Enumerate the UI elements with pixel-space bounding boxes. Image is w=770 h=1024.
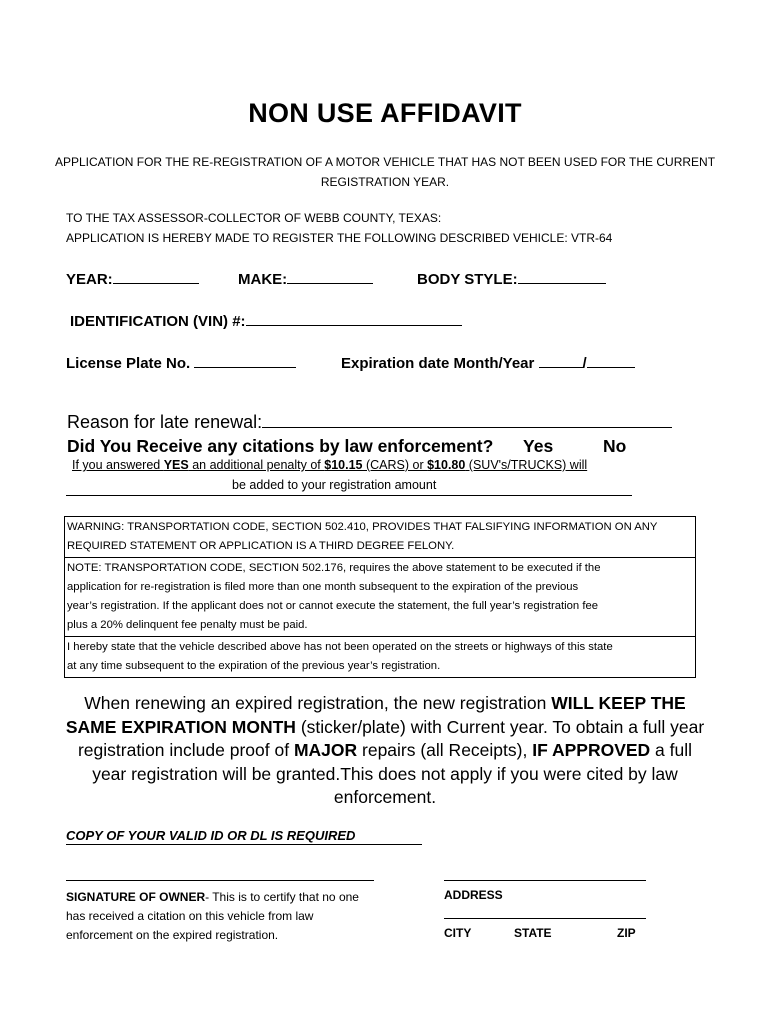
expiration-year-blank[interactable] [587, 353, 635, 368]
penalty-mid-text-2: (CARS) or [362, 458, 428, 472]
statement-line-1: I hereby state that the vehicle described above has not been operated on the streets or highways of this state [67, 641, 613, 653]
year-label: YEAR: [66, 271, 113, 288]
renewal-note-text-2: (sticker/plate) with Current year. To obtain a full year registration include proof of [77, 716, 705, 760]
note-line-3: year’s registration. If the applicant does not or cannot execute the statement, the full year’s registration fee [67, 600, 599, 612]
address-line-top[interactable] [444, 880, 646, 881]
year-blank[interactable] [113, 269, 199, 284]
license-plate-field[interactable] [66, 353, 296, 372]
page-title: NON USE AFFIDAVIT [248, 98, 522, 128]
renewal-note-bold-3: IF APPROVED [532, 740, 651, 760]
citations-question: Did You Receive any citations by law enforcement? [67, 436, 494, 456]
penalty-mid-text-1: an additional penalty of [188, 458, 325, 472]
expiration-month-blank[interactable] [539, 353, 583, 368]
signature-text-2: has received a citation on this vehicle from law [66, 909, 314, 923]
penalty-pre-text: If you answered [72, 458, 164, 472]
renewal-note-bold-1: WILL KEEP THE SAME EXPIRATION MONTH [65, 693, 686, 737]
intro-line-1: APPLICATION FOR THE RE-REGISTRATION OF A MOTOR VEHICLE THAT HAS NOT BEEN USED FOR THE CURRENT [54, 155, 716, 169]
expiration-separator: / [582, 355, 587, 372]
signature-text-1: - This is to certify that no one [205, 890, 359, 904]
statement-section [65, 637, 695, 677]
make-label: MAKE: [238, 271, 288, 288]
addressee-line-1: TO THE TAX ASSESSOR-COLLECTOR OF WEBB COUNTY, TEXAS: [66, 211, 442, 225]
penalty-trucks-amount: $10.80 [427, 458, 466, 472]
penalty-line-2: be added to your registration amount [232, 478, 437, 492]
signature-label: SIGNATURE OF OWNER [66, 890, 206, 904]
addressee-line-2: APPLICATION IS HEREBY MADE TO REGISTER THE FOLLOWING DESCRIBED VEHICLE: VTR-64 [66, 231, 613, 245]
citations-no-option[interactable]: No [603, 436, 627, 456]
zip-label: ZIP [617, 926, 636, 940]
signature-text-3: enforcement on the expired registration. [66, 928, 279, 942]
make-blank[interactable] [287, 269, 373, 284]
license-plate-label: License Plate No. [66, 355, 191, 372]
penalty-cars-amount: $10.15 [324, 458, 363, 472]
note-line-4: plus a 20% delinquent fee penalty must be paid. [67, 619, 308, 631]
year-field[interactable] [66, 269, 199, 288]
intro-line-2: REGISTRATION YEAR. [320, 175, 450, 189]
warning-line-1: WARNING: TRANSPORTATION CODE, SECTION 502.410, PROVIDES THAT FALSIFYING INFORMATION ON ANY [67, 521, 658, 533]
late-renewal-reason-label: Reason for late renewal: [67, 412, 263, 432]
citations-yes-option[interactable]: Yes [523, 436, 554, 456]
penalty-underline [66, 495, 632, 496]
vin-label: IDENTIFICATION (VIN) #: [70, 313, 246, 330]
penalty-mid-text-3: (SUV's/TRUCKS) will [465, 458, 588, 472]
signature-line[interactable] [66, 880, 374, 881]
penalty-yes-text: YES [163, 458, 189, 472]
note-line-1: NOTE: TRANSPORTATION CODE, SECTION 502.176, requires the above statement to be executed if the [67, 562, 601, 574]
expiration-label: Expiration date Month/Year [341, 355, 535, 372]
renewal-note-text-1: When renewing an expired registration, the new registration [84, 693, 552, 713]
statement-line-2: at any time subsequent to the expiration of the previous year’s registration. [67, 660, 441, 672]
license-plate-blank[interactable] [194, 353, 296, 368]
body-style-label: BODY STYLE: [417, 271, 518, 288]
renewal-note-bold-2: MAJOR [293, 740, 358, 760]
id-required-underline [66, 844, 422, 845]
address-label: ADDRESS [444, 888, 503, 902]
city-label: CITY [444, 926, 472, 940]
body-style-blank[interactable] [518, 269, 606, 284]
note-line-2: application for re-registration is filed more than one month subsequent to the expiration of the previous [67, 581, 579, 593]
warning-line-2: REQUIRED STATEMENT OR APPLICATION IS A THIRD DEGREE FELONY. [67, 540, 455, 552]
body-style-field[interactable] [417, 269, 606, 288]
penalty-line-1 [72, 458, 587, 472]
vin-field[interactable] [70, 311, 462, 330]
note-section [65, 558, 695, 637]
state-label: STATE [514, 926, 552, 940]
id-required-notice: COPY OF YOUR VALID ID OR DL IS REQUIRED [66, 828, 356, 843]
address-line-bottom[interactable] [444, 918, 646, 919]
warning-section [65, 517, 695, 558]
make-field[interactable] [238, 269, 373, 288]
renewal-note [60, 692, 710, 810]
vin-blank[interactable] [246, 311, 462, 326]
expiration-field[interactable] [341, 353, 635, 372]
renewal-note-text-4: a full year registration will be granted.This does not apply if you were cited by law enforcement. [92, 740, 693, 807]
signature-block [66, 888, 396, 945]
late-renewal-reason-blank[interactable] [262, 411, 672, 428]
renewal-note-text-3: repairs (all Receipts), [357, 740, 533, 760]
late-renewal-reason-field[interactable] [67, 411, 672, 433]
warning-box [64, 516, 696, 678]
